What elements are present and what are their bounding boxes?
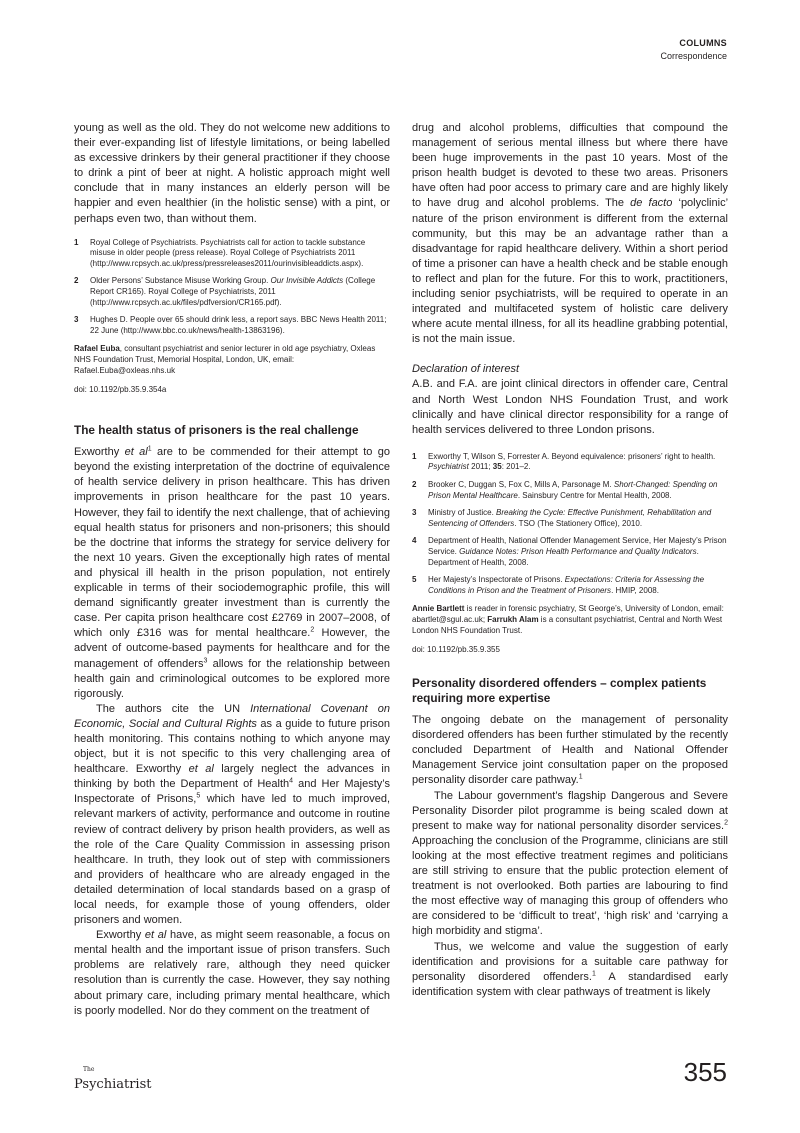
declaration-text: A.B. and F.A. are joint clinical directors in offender care, Central and North West London NHS Foundation Trust, and work clinically and have clinical director responsibility for a range of health services delivered to three London prisons.	[412, 378, 728, 436]
reference-list	[74, 238, 390, 337]
reference-list	[412, 452, 728, 597]
page-number: 355	[683, 1057, 727, 1087]
reference-item: 1 Exworthy T, Wilson S, Forrester A. Beyond equivalence: prisoners’ right to health. Psychiatrist 2011; 35: 201–2.	[412, 451, 716, 472]
doi: doi: 10.1192/pb.35.9.354a	[74, 385, 167, 395]
left-column	[74, 121, 390, 1019]
paragraph: drug and alcohol problems, difficulties that compound the management of serious mental illness but where there have been huge improvements in the past 10 years. Most of the prison health budget is devoted to these two areas. Prisoners have often had poor access to primary care and are highly likely to have drug and alcohol problems. The de facto ‘polyclinic’ nature of the prison environment is different from the external community, but this may be an advantage rather than a disadvantage for rapid healthcare delivery. Within a short period of time a prisoner can have a health check and be stable enough to reflect and plan for the future. For this to work, practitioners, including senior psychiatrists, will be required to operate in an integrated and multifaceted system of holistic care delivery where acute mental illness, for all its headline grabbing potential, is not the main issue.	[412, 122, 729, 346]
declaration-heading: Declaration of interest	[412, 363, 519, 376]
reference-item: 3 Ministry of Justice. Breaking the Cycle: Effective Punishment, Rehabilitation and Sentencing of Offenders. TSO (The Stationery Office), 2010.	[412, 508, 712, 528]
subsection-label: Correspondence	[660, 51, 727, 61]
reference-item: 5 Her Majesty’s Inspectorate of Prisons. Expectations: Criteria for Assessing the Conditions in Prison and the Treatment of Prisoners. HMIP, 2008.	[412, 575, 705, 595]
author-affiliation: Annie Bartlett is reader in forensic psychiatry, St George’s, University of London, email: abartlet@sgul.ac.uk; Farrukh Alam is a consultant psychiatrist, Central and North West London NHS Foundation Trust.	[412, 604, 724, 635]
article-heading: The health status of prisoners is the real challenge	[74, 423, 359, 438]
paragraph: Thus, we welcome and value the suggestion of early identification and provisions for a suitable care pathway for personality disordered offenders.$^1$ A standardised early identification system with clear pathways of treatment is likely	[412, 940, 728, 998]
right-column	[412, 121, 728, 1000]
journal-logo: The Psychiatrist	[74, 1066, 152, 1092]
reference-item: 2 Brooker C, Duggan S, Fox C, Mills A, Parsonage M. Short-Changed: Spending on Prison Mental Healthcare. Sainsbury Centre for Mental Health, 2008.	[412, 479, 718, 500]
doi: doi: 10.1192/pb.35.9.355	[412, 645, 500, 655]
running-header	[660, 38, 727, 61]
paragraph: The authors cite the UN International Covenant on Economic, Social and Cultural Rights as a guide to future prison health monitoring. This contains nothing to which anyone may object, but it is not specific to this very challenging area of healthcare. Exworthy et al largely neglect the advances in thinking by both the Department of Health$^4$ and Her Majesty’s Inspectorate of Prisons,$^5$ which have led to much improved, relevant markers of activity, performance and outcome in routine review of contract delivery by prison health providers, as well as the role of the Care Quality Commission in assessing prison healthcare. In truth, they look out of step with commissioners and providers of healthcare who are already engaged in the detailed determination of local standards based on a grasp of local needs, for example those of young offenders, older prisoners and women.	[74, 702, 390, 927]
reference-item: 3 Hughes D. People over 65 should drink less, a report says. BBC News Health 2011; 22 June (http://www.bbc.co.uk/news/health-13863196).	[74, 315, 387, 335]
section-label: COLUMNS	[679, 38, 727, 48]
author-affiliation: Rafael Euba, consultant psychiatrist and senior lecturer in old age psychiatry, Oxleas NHS Foundation Trust, Memorial Hospital, London, UK, email: Rafael.Euba@oxleas.nhs.uk	[74, 344, 376, 375]
paragraph: The ongoing debate on the management of personality disordered offenders has been further stimulated by the recently concluded Department of Health and National Offender Management Service joint consultation paper on the proposed personality disorder care pathway.$^1$	[412, 714, 728, 787]
paragraph: The Labour government’s flagship Dangerous and Severe Personality Disorder pilot programme is being scaled down at present to make way for national personality disorder services.$^2$ Approaching the conclusion of the Programme, clinicians are still looking at the most effective treatment regimes and politicians are still striving to ensure that the public protection element of treatment is not overlooked. Both parties are labouring to find the most effective way of managing this group of offenders who are considered to be ‘difficult to treat’, ‘high risk’ and ‘carrying a high morbidity and stigma’.	[412, 789, 728, 938]
paragraph: young as well as the old. They do not welcome new additions to their ever-expanding list of lifestyle limitations, or being labelled as excessive drinkers by their general practitioner if they choose to drink a pint of beer at night. A holistic approach might well conclude that in many instances an elderly person will be happier and even healthier (in the holistic sense) with a pint, or perhaps even two, than without them.	[74, 122, 390, 225]
article-heading: Personality disordered offenders – complex patients requiring more expertise	[412, 676, 707, 706]
reference-item: 2 Older Persons’ Substance Misuse Working Group. Our Invisible Addicts (College Report CR165). Royal College of Psychiatrists, 2011 (http://www.rcpsych.ac.uk/files/pdfversion/CR165.pdf).	[74, 276, 376, 307]
reference-item: 1 Royal College of Psychiatrists. Psychiatrists call for action to tackle substance misuse in older people (press release). Royal College of Psychiatrists 2011 (http://www.rcpsych.ac.uk/press/pressreleases2011/ourinvisibleaddicts.aspx).	[74, 237, 366, 268]
reference-item: 4 Department of Health, National Offender Management Service, Her Majesty’s Prison Service. Guidance Notes: Prison Health Performance and Quality Indicators. Department of Health, 2008.	[412, 536, 727, 567]
paragraph: Exworthy et $al^1$ are to be commended for their attempt to go beyond the existing interpretation of the doctrine of equivalence of health service delivery in prison healthcare. This has driven improvements in prison healthcare for the past 10 years. However, they fail to identify the next challenge, that of achieving equal health status for prisoners and non-prisoners; this should be the doctrine that informs the strategy for service delivery for the next 10 years. Given the exceptionally high rates of mental and physical ill health in the prison population, not entirely explicable in terms of their sociodemographic profile, this will demand significantly greater investment than is currently the case. Per capita prison healthcare cost £2769 in 2007–2008, of which only £316 was for mental healthcare.$^2$ However, the advent of outcome-based payments for healthcare and for the management of offenders$^3$ allows for the relationship between health gain and criminological outcomes to be explored more rigorously.	[74, 445, 390, 700]
paragraph: Exworthy et al have, as might seem reasonable, a focus on mental health and the important issue of prison transfers. Such problems are relatively rare, although they need quicker resolution than is currently the case. However, they say nothing about primary care, including primary mental healthcare, which is poorly modelled. Nor do they comment on the treatment of	[74, 929, 391, 1017]
